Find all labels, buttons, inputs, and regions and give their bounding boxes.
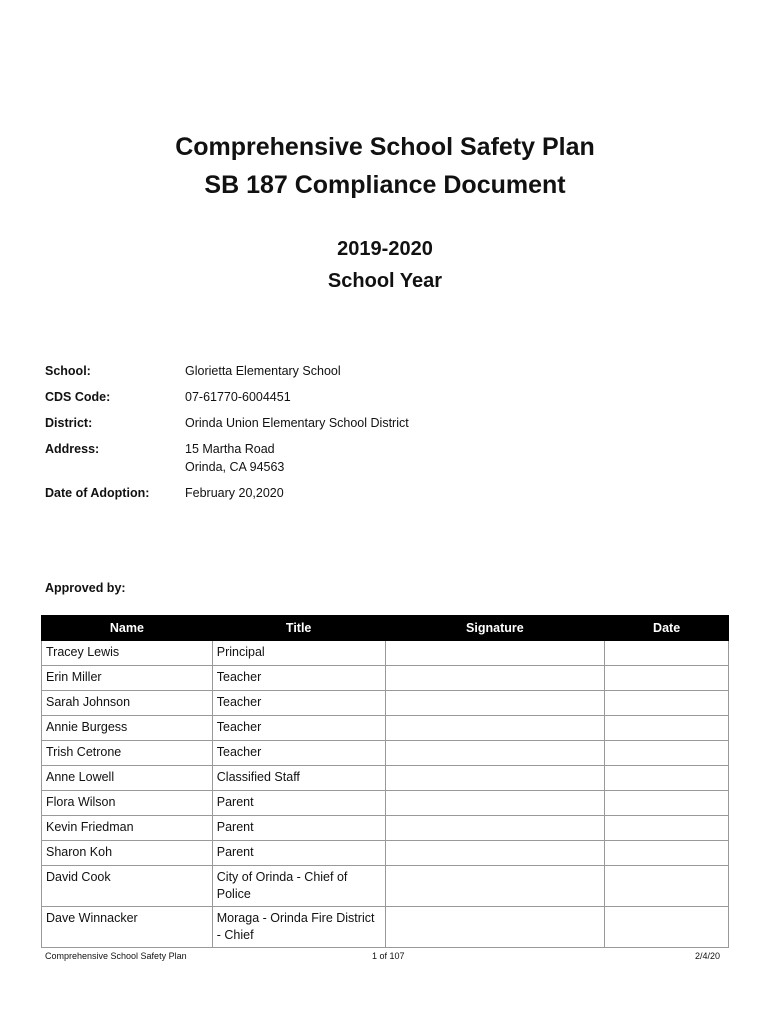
table-body — [42, 641, 729, 948]
row-name: Erin Miller — [42, 666, 213, 691]
row-name: Sarah Johnson — [42, 691, 213, 716]
row-name: Dave Winnacker — [42, 907, 213, 948]
row-date — [605, 816, 729, 841]
row-signature — [385, 691, 605, 716]
table-row — [42, 666, 729, 691]
row-title: Moraga - Orinda Fire District - Chief — [212, 907, 385, 948]
header-title: Title — [212, 616, 385, 641]
row-signature — [385, 641, 605, 666]
address-line-2: Orinda, CA 94563 — [185, 460, 285, 474]
year-range: 2019-2020 — [337, 238, 433, 260]
row-title: Parent — [212, 791, 385, 816]
row-date — [605, 741, 729, 766]
row-signature — [385, 791, 605, 816]
row-title: Teacher — [212, 716, 385, 741]
title-line-1: Comprehensive School Safety Plan — [175, 133, 595, 161]
school-year — [0, 233, 770, 297]
district-value: Orinda Union Elementary School District — [185, 416, 409, 430]
row-name: Sharon Koh — [42, 841, 213, 866]
row-name: Kevin Friedman — [42, 816, 213, 841]
address-label: Address: — [45, 442, 100, 456]
row-date — [605, 641, 729, 666]
table-row — [42, 641, 729, 666]
school-label: School: — [45, 364, 91, 378]
row-signature — [385, 841, 605, 866]
cds-label: CDS Code: — [45, 390, 111, 404]
table-row — [42, 716, 729, 741]
row-date — [605, 766, 729, 791]
row-date — [605, 716, 729, 741]
table-header-row — [42, 616, 729, 641]
row-name: Annie Burgess — [42, 716, 213, 741]
row-signature — [385, 716, 605, 741]
table-row — [42, 907, 729, 948]
address-value — [185, 440, 585, 476]
table-row — [42, 816, 729, 841]
adoption-value: February 20,2020 — [185, 486, 284, 500]
district-label: District: — [45, 416, 93, 430]
row-signature — [385, 666, 605, 691]
address-line-1: 15 Martha Road — [185, 442, 275, 456]
row-name: David Cook — [42, 866, 213, 907]
row-title: Teacher — [212, 666, 385, 691]
row-date — [605, 691, 729, 716]
info-row-district — [45, 414, 585, 432]
row-title: Principal — [212, 641, 385, 666]
header-date: Date — [605, 616, 729, 641]
row-title: Teacher — [212, 741, 385, 766]
adoption-label: Date of Adoption: — [45, 486, 150, 500]
row-name: Flora Wilson — [42, 791, 213, 816]
info-row-school — [45, 362, 585, 380]
row-date — [605, 666, 729, 691]
approved-by-label: Approved by: — [45, 581, 126, 595]
row-title: Teacher — [212, 691, 385, 716]
footer-doc-name: Comprehensive School Safety Plan — [45, 951, 187, 961]
row-date — [605, 907, 729, 948]
row-title: City of Orinda - Chief of Police — [212, 866, 385, 907]
row-date — [605, 866, 729, 907]
school-info — [45, 362, 585, 510]
school-value: Glorietta Elementary School — [185, 364, 341, 378]
row-title: Parent — [212, 841, 385, 866]
row-name: Anne Lowell — [42, 766, 213, 791]
row-date — [605, 841, 729, 866]
row-title: Parent — [212, 816, 385, 841]
year-label: School Year — [327, 270, 443, 292]
row-date — [605, 791, 729, 816]
header-name: Name — [42, 616, 213, 641]
table-row — [42, 741, 729, 766]
row-signature — [385, 816, 605, 841]
info-row-adoption — [45, 484, 585, 502]
footer-date: 2/4/20 — [694, 951, 720, 961]
table-row — [42, 791, 729, 816]
table-row — [42, 866, 729, 907]
row-signature — [385, 866, 605, 907]
row-signature — [385, 766, 605, 791]
title-line-2: SB 187 Compliance Document — [204, 171, 566, 199]
header-signature: Signature — [385, 616, 605, 641]
table-row — [42, 841, 729, 866]
document-title — [0, 128, 770, 204]
row-name: Tracey Lewis — [42, 641, 213, 666]
row-title: Classified Staff — [212, 766, 385, 791]
info-row-cds — [45, 388, 585, 406]
footer-page-number: 1 of 107 — [372, 951, 405, 961]
row-signature — [385, 907, 605, 948]
cds-value: 07-61770-6004451 — [185, 390, 291, 404]
row-name: Trish Cetrone — [42, 741, 213, 766]
approval-table — [41, 615, 729, 948]
info-row-address — [45, 440, 585, 476]
row-signature — [385, 741, 605, 766]
table-row — [42, 691, 729, 716]
table-row — [42, 766, 729, 791]
